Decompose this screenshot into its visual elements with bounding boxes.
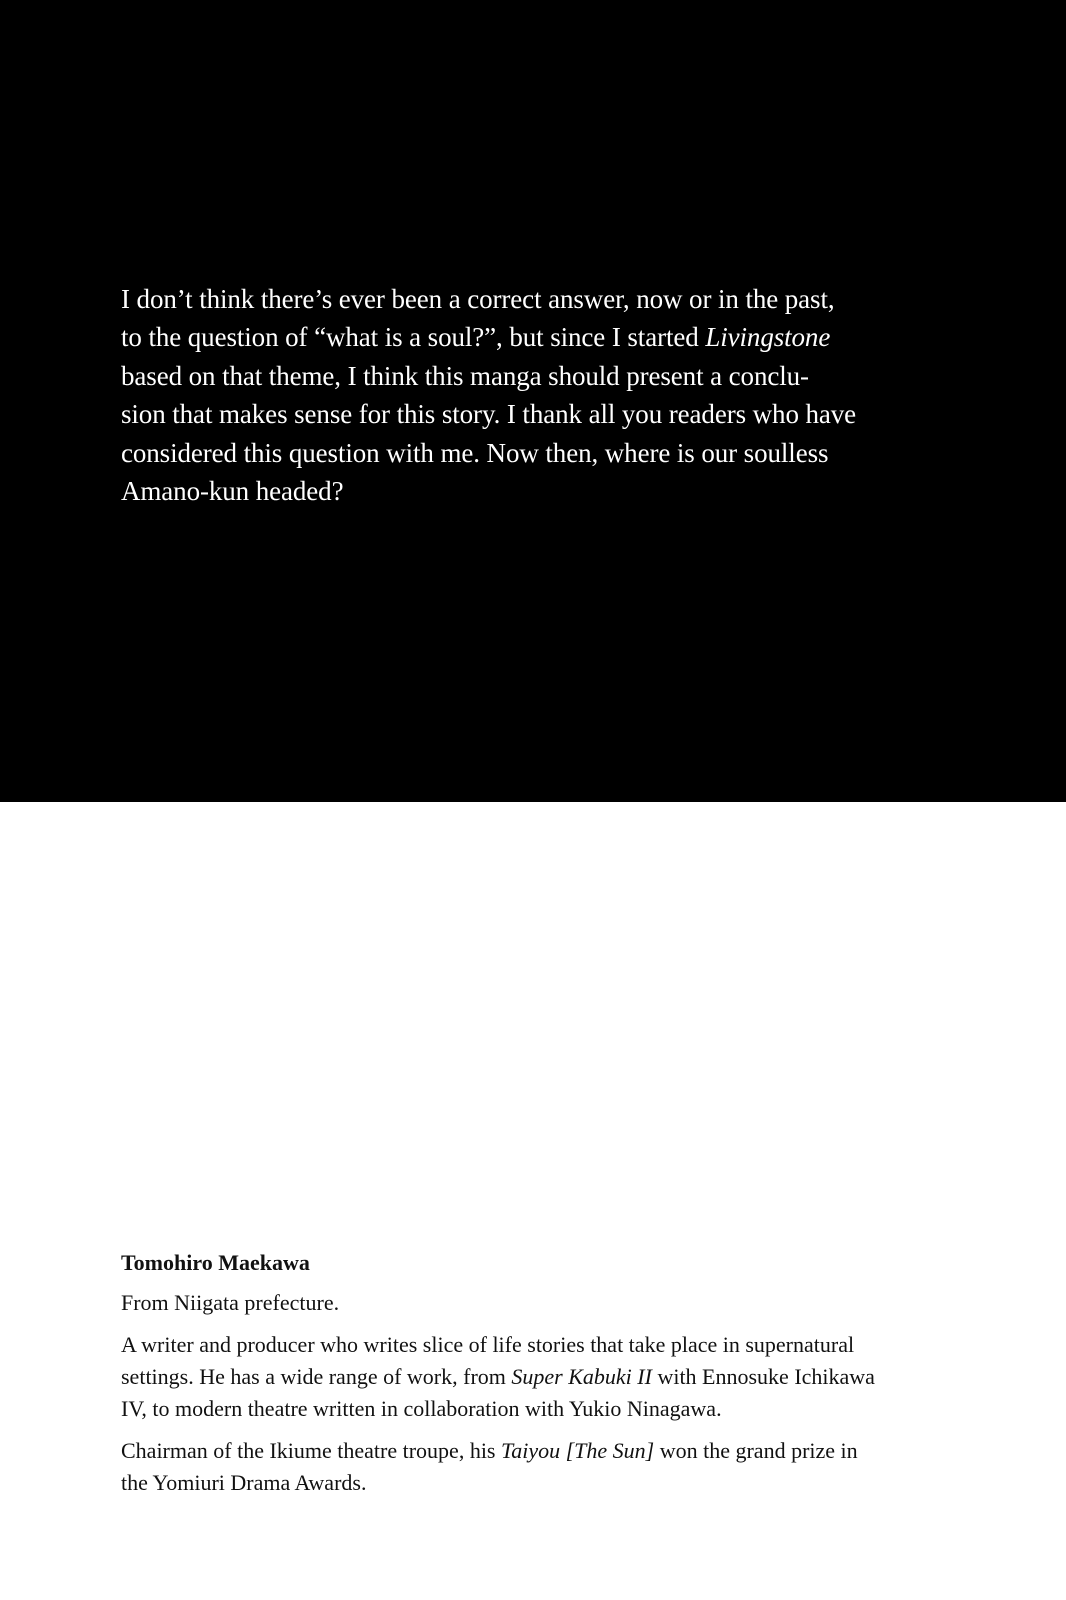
series-title: Livingstone: [705, 322, 831, 353]
author-origin: From Niigata prefecture.: [121, 1290, 340, 1315]
work-title: Super Kabuki II: [511, 1364, 652, 1389]
author-name: Tomohiro Maekawa: [121, 1250, 310, 1275]
author-bio: [121, 1249, 951, 1499]
award-text: Chairman of the Ikiume theatre troupe, his: [121, 1438, 501, 1463]
award-line: [121, 1435, 951, 1467]
work-title: Taiyou [The Sun]: [501, 1438, 655, 1463]
career-line: [121, 1361, 951, 1393]
quote-line-text: to the question of “what is a soul?”, but since I started: [121, 322, 706, 353]
quote-line: Amano-kun headed?: [121, 476, 344, 507]
award-line: the Yomiuri Drama Awards.: [121, 1470, 367, 1495]
quote-line: [121, 318, 941, 356]
author-career-paragraph: [121, 1329, 951, 1425]
career-line: A writer and producer who writes slice of life stories that take place in supernatural: [121, 1332, 855, 1357]
quote-line: considered this question with me. Now then, where is our soulless: [121, 437, 829, 468]
quote-line: based on that theme, I think this manga should present a conclu-: [121, 360, 809, 391]
award-text: won the grand prize in: [654, 1438, 858, 1463]
quote-line: I don’t think there’s ever been a correct answer, now or in the past,: [121, 284, 835, 314]
career-text: with Ennosuke Ichikawa: [651, 1364, 875, 1389]
career-line: IV, to modern theatre written in collaboration with Yukio Ninagawa.: [121, 1396, 722, 1421]
quote-line: sion that makes sense for this story. I thank all you readers who have: [121, 399, 857, 430]
author-award-paragraph: [121, 1435, 951, 1499]
author-comment-quote: [121, 280, 941, 510]
career-text: settings. He has a wide range of work, from: [121, 1364, 512, 1389]
